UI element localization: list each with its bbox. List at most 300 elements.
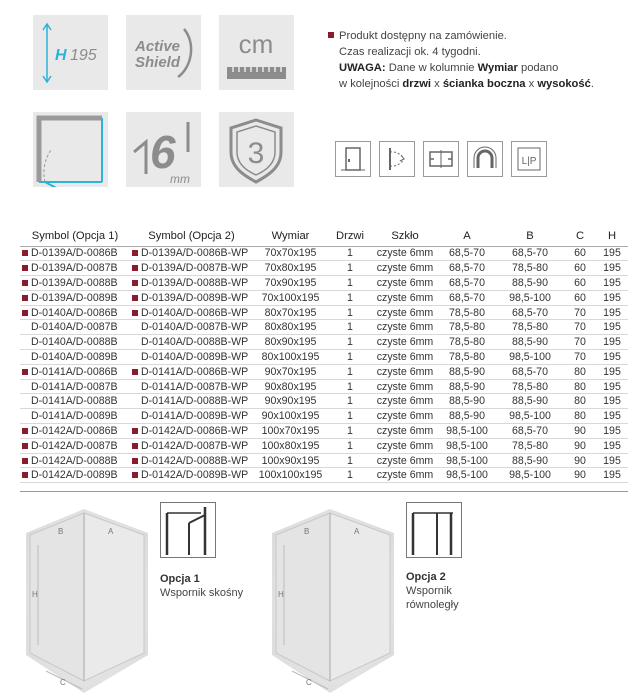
h-cell: 195 xyxy=(596,424,628,439)
symbol-option2-cell xyxy=(130,379,253,394)
availability-marker xyxy=(22,398,28,404)
dimension-cell: 100x80x195 xyxy=(253,438,328,453)
doors-cell: 1 xyxy=(328,335,372,350)
b-cell: 68,5-70 xyxy=(496,246,564,261)
h-cell: 195 xyxy=(596,453,628,468)
left-right-text: L|P xyxy=(521,156,537,167)
availability-marker xyxy=(22,354,28,360)
doors-cell: 1 xyxy=(328,350,372,365)
symbol-option2-cell xyxy=(130,350,253,365)
option2-desc-line2: równoległy xyxy=(406,599,459,611)
c-cell: 80 xyxy=(564,379,596,394)
symbol-option1-cell xyxy=(20,453,130,468)
symbol-option1-text: D-0140A/D-0089B xyxy=(31,350,118,363)
availability-marker xyxy=(22,472,28,478)
symbol-option2-cell xyxy=(130,305,253,320)
active-shield-logo xyxy=(126,15,201,90)
note-line2: Czas realizacji ok. 4 tygodni. xyxy=(339,46,481,58)
c-cell: 70 xyxy=(564,320,596,335)
height-value: 195 xyxy=(70,47,97,64)
dimension-cell: 80x100x195 xyxy=(253,350,328,365)
availability-marker xyxy=(132,354,138,360)
c-cell: 90 xyxy=(564,468,596,483)
availability-marker xyxy=(132,443,138,449)
dimension-cell: 90x80x195 xyxy=(253,379,328,394)
c-cell: 90 xyxy=(564,438,596,453)
symbol-option2-cell xyxy=(130,424,253,439)
symbol-option1-cell xyxy=(20,394,130,409)
doors-cell: 1 xyxy=(328,438,372,453)
availability-marker xyxy=(132,413,138,419)
symbol-option2-text: D-0139A/D-0089B-WP xyxy=(141,291,249,304)
symbol-option1-cell xyxy=(20,276,130,291)
cabin1-label-c: C xyxy=(60,678,66,687)
header-dimension: Wymiar xyxy=(253,226,328,246)
symbol-option1-text: D-0139A/D-0086B xyxy=(31,247,118,260)
note-column-name: Wymiar xyxy=(477,62,518,74)
b-cell: 98,5-100 xyxy=(496,409,564,424)
doors-cell: 1 xyxy=(328,276,372,291)
symbol-option1-text: D-0139A/D-0088B xyxy=(31,276,118,289)
c-cell: 60 xyxy=(564,261,596,276)
doors-cell: 1 xyxy=(328,305,372,320)
active-shield-tile xyxy=(126,15,201,90)
availability-marker xyxy=(22,324,28,330)
c-cell: 90 xyxy=(564,424,596,439)
c-cell: 70 xyxy=(564,305,596,320)
bracket-parallel-thumbnail xyxy=(406,502,462,558)
table-row xyxy=(20,335,628,350)
symbol-option1-cell xyxy=(20,350,130,365)
symbol-option2-text: D-0141A/D-0086B-WP xyxy=(141,365,249,378)
table-row xyxy=(20,305,628,320)
b-cell: 98,5-100 xyxy=(496,350,564,365)
glass-cell: czyste 6mm xyxy=(372,290,438,305)
note-line3-text: Dane w kolumnie xyxy=(385,62,478,74)
doors-cell: 1 xyxy=(328,468,372,483)
c-cell: 70 xyxy=(564,350,596,365)
a-cell: 98,5-100 xyxy=(438,424,496,439)
glass-cell: czyste 6mm xyxy=(372,379,438,394)
cabin1-label-h: H xyxy=(32,590,38,599)
availability-marker xyxy=(22,443,28,449)
note-height: wysokość xyxy=(537,78,591,90)
option2-desc-line1: Wspornik xyxy=(406,585,452,597)
h-cell: 195 xyxy=(596,438,628,453)
reversible-icon xyxy=(423,141,459,177)
note-line1: Produkt dostępny na zamówienie. xyxy=(339,30,507,42)
symbol-option1-text: D-0140A/D-0088B xyxy=(31,336,118,349)
table-row xyxy=(20,364,628,379)
symbol-option2-cell xyxy=(130,453,253,468)
cabin-illustration-option1 xyxy=(22,505,152,700)
c-cell: 60 xyxy=(564,246,596,261)
table-row xyxy=(20,379,628,394)
note-side-wall: ścianka boczna xyxy=(442,78,526,90)
door-icon xyxy=(335,141,371,177)
a-cell: 68,5-70 xyxy=(438,276,496,291)
availability-marker xyxy=(132,310,138,316)
symbol-option1-text: D-0139A/D-0089B xyxy=(31,291,118,304)
warranty-shield-icon xyxy=(219,112,294,187)
note-sep1: x xyxy=(431,78,443,90)
parallel-bracket-icon xyxy=(407,503,461,557)
symbol-option2-text: D-0141A/D-0087B-WP xyxy=(141,380,249,393)
note-sep2: x xyxy=(525,78,538,90)
header-glass: Szkło xyxy=(372,226,438,246)
cabin-illustration-option2 xyxy=(268,505,398,700)
table-row xyxy=(20,453,628,468)
b-cell: 88,5-90 xyxy=(496,394,564,409)
symbol-option2-text: D-0140A/D-0088B-WP xyxy=(141,336,249,349)
table-row xyxy=(20,394,628,409)
glass-thickness-tile xyxy=(126,112,201,187)
header-symbol-1: Symbol (Opcja 1) xyxy=(20,226,130,246)
dimension-cell: 100x90x195 xyxy=(253,453,328,468)
symbol-option1-cell xyxy=(20,364,130,379)
h-cell: 195 xyxy=(596,335,628,350)
b-cell: 98,5-100 xyxy=(496,468,564,483)
b-cell: 78,5-80 xyxy=(496,261,564,276)
symbol-option2-cell xyxy=(130,394,253,409)
warranty-years: 3 xyxy=(247,137,265,170)
dimension-cell: 90x70x195 xyxy=(253,364,328,379)
b-cell: 78,5-80 xyxy=(496,320,564,335)
doors-cell: 1 xyxy=(328,453,372,468)
symbol-option1-cell xyxy=(20,409,130,424)
symbol-option1-cell xyxy=(20,261,130,276)
symbol-option1-cell xyxy=(20,379,130,394)
a-cell: 78,5-80 xyxy=(438,335,496,350)
availability-marker xyxy=(132,458,138,464)
table-row xyxy=(20,261,628,276)
bracket-diagonal-thumbnail xyxy=(160,502,216,558)
c-cell: 60 xyxy=(564,276,596,291)
doors-cell: 1 xyxy=(328,379,372,394)
glass-cell: czyste 6mm xyxy=(372,261,438,276)
symbol-option2-text: D-0142A/D-0088B-WP xyxy=(141,454,249,467)
option2-caption xyxy=(406,570,459,612)
a-cell: 68,5-70 xyxy=(438,290,496,305)
b-cell: 88,5-90 xyxy=(496,453,564,468)
table-header-row xyxy=(20,226,628,246)
doors-cell: 1 xyxy=(328,394,372,409)
h-cell: 195 xyxy=(596,305,628,320)
symbol-option2-text: D-0141A/D-0089B-WP xyxy=(141,410,249,423)
glass-thickness-icon xyxy=(126,112,201,187)
header-b: B xyxy=(496,226,564,246)
symbol-option2-cell xyxy=(130,290,253,305)
dimension-cell: 80x80x195 xyxy=(253,320,328,335)
unit-label: cm xyxy=(238,29,274,59)
availability-marker xyxy=(22,384,28,390)
symbol-option1-text: D-0141A/D-0087B xyxy=(31,380,118,393)
symbol-option2-text: D-0140A/D-0086B-WP xyxy=(141,306,249,319)
table-row xyxy=(20,320,628,335)
dimension-cell: 90x100x195 xyxy=(253,409,328,424)
glass-cell: czyste 6mm xyxy=(372,409,438,424)
symbol-option1-cell xyxy=(20,246,130,261)
option1-desc: Wspornik skośny xyxy=(160,587,244,599)
glass-cell: czyste 6mm xyxy=(372,305,438,320)
c-cell: 60 xyxy=(564,290,596,305)
dimension-cell: 80x90x195 xyxy=(253,335,328,350)
h-cell: 195 xyxy=(596,379,628,394)
magnet-icon xyxy=(467,141,503,177)
glass-cell: czyste 6mm xyxy=(372,364,438,379)
left-right-icon xyxy=(511,141,547,177)
symbol-option2-text: D-0140A/D-0089B-WP xyxy=(141,350,249,363)
height-tile xyxy=(33,15,108,90)
availability-marker xyxy=(132,428,138,434)
symbol-option1-text: D-0139A/D-0087B xyxy=(31,262,118,275)
symbol-option1-text: D-0142A/D-0089B xyxy=(31,469,118,482)
symbol-option2-text: D-0142A/D-0086B-WP xyxy=(141,424,249,437)
warranty-tile xyxy=(219,112,294,187)
table-bottom-divider xyxy=(20,491,628,492)
symbol-option1-text: D-0140A/D-0086B xyxy=(31,306,118,319)
availability-marker xyxy=(132,369,138,375)
symbol-option1-text: D-0142A/D-0088B xyxy=(31,454,118,467)
availability-marker xyxy=(132,295,138,301)
symbol-option2-cell xyxy=(130,320,253,335)
symbol-option2-cell xyxy=(130,364,253,379)
unit-tile xyxy=(219,15,294,90)
note-warning-label: UWAGA: xyxy=(339,62,386,74)
table-row xyxy=(20,424,628,439)
cabin2-label-c: C xyxy=(306,678,312,687)
glass-cell: czyste 6mm xyxy=(372,468,438,483)
table-row xyxy=(20,409,628,424)
symbol-option1-cell xyxy=(20,468,130,483)
c-cell: 80 xyxy=(564,394,596,409)
glass-cell: czyste 6mm xyxy=(372,424,438,439)
a-cell: 98,5-100 xyxy=(438,453,496,468)
header-c: C xyxy=(564,226,596,246)
availability-marker xyxy=(132,250,138,256)
a-cell: 88,5-90 xyxy=(438,379,496,394)
a-cell: 98,5-100 xyxy=(438,468,496,483)
a-cell: 88,5-90 xyxy=(438,394,496,409)
cabin-drawing-option2 xyxy=(268,505,398,695)
glass-cell: czyste 6mm xyxy=(372,276,438,291)
note-line3-end: podano xyxy=(517,62,559,74)
glass-thickness-unit: mm xyxy=(170,172,190,186)
cabin2-label-h: H xyxy=(278,590,284,599)
header-symbol-2: Symbol (Opcja 2) xyxy=(130,226,253,246)
a-cell: 68,5-70 xyxy=(438,246,496,261)
dimension-cell: 70x90x195 xyxy=(253,276,328,291)
h-cell: 195 xyxy=(596,276,628,291)
option2-title: Opcja 2 xyxy=(406,571,446,583)
b-cell: 98,5-100 xyxy=(496,290,564,305)
symbol-option2-cell xyxy=(130,261,253,276)
symbol-option1-cell xyxy=(20,424,130,439)
c-cell: 90 xyxy=(564,453,596,468)
dimension-cell: 80x70x195 xyxy=(253,305,328,320)
symbol-option2-text: D-0139A/D-0088B-WP xyxy=(141,276,249,289)
table-row xyxy=(20,246,628,261)
active-shield-line1: Active xyxy=(135,38,181,55)
h-cell: 195 xyxy=(596,364,628,379)
doors-cell: 1 xyxy=(328,364,372,379)
glass-cell: czyste 6mm xyxy=(372,438,438,453)
symbol-option1-text: D-0141A/D-0086B xyxy=(31,365,118,378)
glass-cell: czyste 6mm xyxy=(372,394,438,409)
dimension-cell: 100x100x195 xyxy=(253,468,328,483)
availability-marker xyxy=(132,265,138,271)
option1-title: Opcja 1 xyxy=(160,573,200,585)
cabin1-label-a: A xyxy=(108,527,114,536)
glass-cell: czyste 6mm xyxy=(372,320,438,335)
symbol-option1-text: D-0141A/D-0088B xyxy=(31,395,118,408)
dimension-cell: 70x80x195 xyxy=(253,261,328,276)
availability-marker xyxy=(22,428,28,434)
h-cell: 195 xyxy=(596,394,628,409)
availability-marker xyxy=(132,324,138,330)
c-cell: 70 xyxy=(564,335,596,350)
availability-marker xyxy=(22,295,28,301)
symbol-option2-text: D-0139A/D-0087B-WP xyxy=(141,262,249,275)
symbol-option2-text: D-0141A/D-0088B-WP xyxy=(141,395,249,408)
table-row xyxy=(20,438,628,453)
symbol-option1-text: D-0142A/D-0087B xyxy=(31,439,118,452)
a-cell: 88,5-90 xyxy=(438,364,496,379)
table-row xyxy=(20,290,628,305)
h-cell: 195 xyxy=(596,350,628,365)
b-cell: 68,5-70 xyxy=(496,424,564,439)
symbol-option1-cell xyxy=(20,335,130,350)
spec-table-body xyxy=(20,246,628,483)
symbol-option1-text: D-0141A/D-0089B xyxy=(31,410,118,423)
height-label: H xyxy=(55,47,67,64)
h-cell: 195 xyxy=(596,468,628,483)
h-cell: 195 xyxy=(596,261,628,276)
corner-cabin-plan-icon xyxy=(33,112,108,187)
availability-marker xyxy=(22,458,28,464)
doors-cell: 1 xyxy=(328,290,372,305)
symbol-option1-cell xyxy=(20,290,130,305)
glass-cell: czyste 6mm xyxy=(372,453,438,468)
a-cell: 78,5-80 xyxy=(438,305,496,320)
symbol-option1-cell xyxy=(20,438,130,453)
dimension-cell: 70x100x195 xyxy=(253,290,328,305)
active-shield-line2: Shield xyxy=(135,54,181,71)
table-row xyxy=(20,468,628,483)
ruler-icon xyxy=(219,15,294,90)
b-cell: 78,5-80 xyxy=(496,438,564,453)
swing-door-icon xyxy=(379,141,415,177)
header-doors: Drzwi xyxy=(328,226,372,246)
b-cell: 88,5-90 xyxy=(496,335,564,350)
symbol-option2-cell xyxy=(130,335,253,350)
availability-marker xyxy=(132,339,138,345)
b-cell: 78,5-80 xyxy=(496,379,564,394)
h-cell: 195 xyxy=(596,320,628,335)
option1-caption xyxy=(160,572,243,600)
a-cell: 78,5-80 xyxy=(438,320,496,335)
height-arrow-icon xyxy=(33,15,108,90)
accent-marker xyxy=(328,32,334,38)
cabin2-label-a: A xyxy=(354,527,360,536)
doors-cell: 1 xyxy=(328,246,372,261)
glass-thickness-value: 6 xyxy=(150,126,176,178)
availability-marker xyxy=(132,398,138,404)
c-cell: 80 xyxy=(564,364,596,379)
corner-layout-tile xyxy=(33,112,108,187)
h-cell: 195 xyxy=(596,246,628,261)
cabin2-label-b: B xyxy=(304,527,310,536)
spec-table xyxy=(20,226,628,483)
table-row xyxy=(20,276,628,291)
table-row xyxy=(20,350,628,365)
cabin1-label-b: B xyxy=(58,527,64,536)
note-end: . xyxy=(590,78,594,90)
availability-marker xyxy=(22,250,28,256)
availability-marker xyxy=(132,384,138,390)
note-line4-start: w kolejności xyxy=(339,78,403,90)
symbol-option1-text: D-0140A/D-0087B xyxy=(31,321,118,334)
b-cell: 88,5-90 xyxy=(496,276,564,291)
dimension-cell: 90x90x195 xyxy=(253,394,328,409)
symbol-option2-cell xyxy=(130,276,253,291)
availability-marker xyxy=(22,339,28,345)
glass-cell: czyste 6mm xyxy=(372,246,438,261)
a-cell: 78,5-80 xyxy=(438,350,496,365)
availability-marker xyxy=(132,472,138,478)
glass-cell: czyste 6mm xyxy=(372,335,438,350)
symbol-option2-text: D-0139A/D-0086B-WP xyxy=(141,247,249,260)
symbol-option1-cell xyxy=(20,320,130,335)
header-a: A xyxy=(438,226,496,246)
symbol-option1-text: D-0142A/D-0086B xyxy=(31,424,118,437)
availability-marker xyxy=(22,413,28,419)
c-cell: 80 xyxy=(564,409,596,424)
glass-cell: czyste 6mm xyxy=(372,350,438,365)
availability-marker xyxy=(22,369,28,375)
symbol-option2-text: D-0142A/D-0089B-WP xyxy=(141,469,249,482)
a-cell: 68,5-70 xyxy=(438,261,496,276)
doors-cell: 1 xyxy=(328,424,372,439)
header-h: H xyxy=(596,226,628,246)
doors-cell: 1 xyxy=(328,409,372,424)
b-cell: 68,5-70 xyxy=(496,364,564,379)
doors-cell: 1 xyxy=(328,320,372,335)
availability-note xyxy=(328,28,594,92)
a-cell: 98,5-100 xyxy=(438,438,496,453)
h-cell: 195 xyxy=(596,409,628,424)
dimension-cell: 100x70x195 xyxy=(253,424,328,439)
symbol-option2-cell xyxy=(130,438,253,453)
availability-marker xyxy=(132,280,138,286)
dimension-cell: 70x70x195 xyxy=(253,246,328,261)
diagonal-bracket-icon xyxy=(161,503,215,557)
a-cell: 88,5-90 xyxy=(438,409,496,424)
symbol-option2-cell xyxy=(130,409,253,424)
availability-marker xyxy=(22,280,28,286)
symbol-option2-cell xyxy=(130,246,253,261)
symbol-option2-text: D-0140A/D-0087B-WP xyxy=(141,321,249,334)
availability-marker xyxy=(22,265,28,271)
cabin-drawing-option1 xyxy=(22,505,152,695)
note-doors: drzwi xyxy=(402,78,432,90)
b-cell: 68,5-70 xyxy=(496,305,564,320)
symbol-option2-text: D-0142A/D-0087B-WP xyxy=(141,439,249,452)
h-cell: 195 xyxy=(596,290,628,305)
doors-cell: 1 xyxy=(328,261,372,276)
symbol-option1-cell xyxy=(20,305,130,320)
availability-marker xyxy=(22,310,28,316)
